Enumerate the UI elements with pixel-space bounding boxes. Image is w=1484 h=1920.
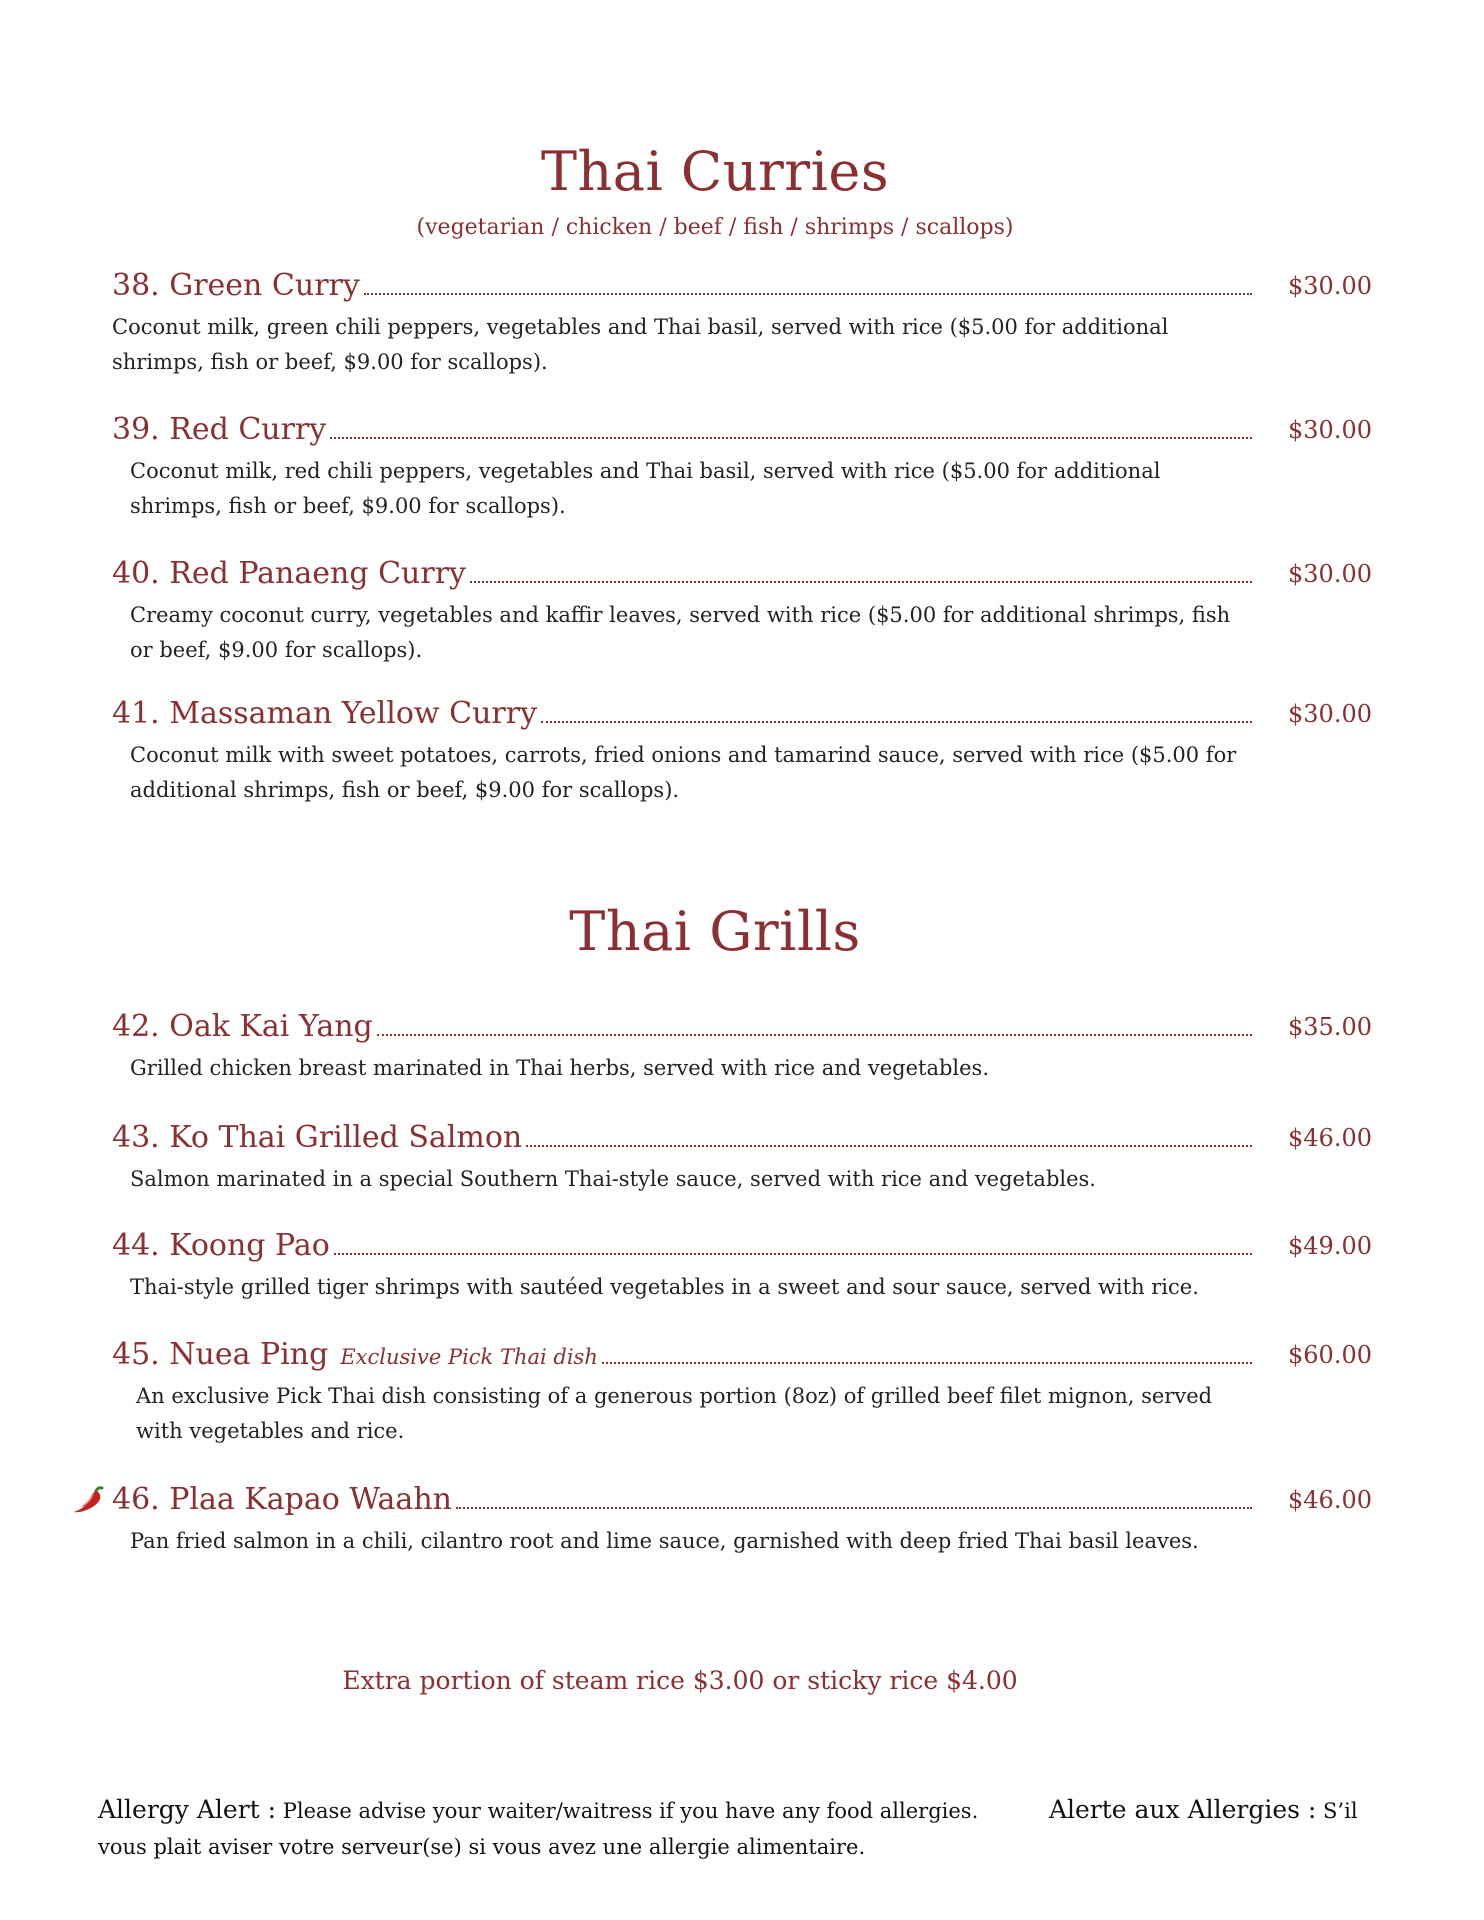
dot-leader (526, 1144, 1252, 1147)
allergy-label-fr: Alerte aux Allergies : (1048, 1795, 1317, 1824)
dot-leader (602, 1361, 1252, 1364)
extra-rice-note: Extra portion of steam rice $3.00 or sticky rice $4.00 (342, 1666, 1018, 1695)
item-name: 40. Red Panaeng Curry (112, 556, 466, 591)
item-price: $46.00 (1288, 1486, 1372, 1514)
item-price: $30.00 (1288, 560, 1372, 588)
menu-item (112, 1009, 1372, 1086)
dot-leader (541, 720, 1252, 723)
chili-pepper-icon (72, 1484, 106, 1516)
item-description: Salmon marinated in a special Southern Thai-style sauce, served with rice and vegetables. (130, 1167, 1096, 1191)
item-price: $60.00 (1288, 1341, 1372, 1369)
item-price: $49.00 (1288, 1232, 1372, 1260)
menu-item (112, 556, 1372, 668)
item-description: Pan fried salmon in a chili, cilantro root and lime sauce, garnished with deep fried Thai basil leaves. (130, 1529, 1199, 1553)
item-price: $46.00 (1288, 1124, 1372, 1152)
item-description: Creamy coconut curry, vegetables and kaffir leaves, served with rice ($5.00 for additional shrimps, fish or beef, $9.00 for scallops). (130, 603, 1231, 662)
item-description: Thai-style grilled tiger shrimps with sautéed vegetables in a sweet and sour sauce, served with rice. (130, 1275, 1199, 1299)
item-name: 44. Koong Pao (112, 1228, 330, 1263)
item-name: 43. Ko Thai Grilled Salmon (112, 1120, 523, 1155)
dot-leader (377, 1033, 1252, 1036)
menu-item (112, 1228, 1372, 1305)
allergy-notice (36, 1792, 1406, 1865)
grills-title: Thai Grills (569, 900, 861, 963)
item-name: 39. Red Curry (112, 412, 327, 447)
item-description: Grilled chicken breast marinated in Thai herbs, served with rice and vegetables. (130, 1056, 990, 1080)
dot-leader (456, 1506, 1252, 1509)
curries-subtitle: (vegetarian / chicken / beef / fish / shrimps / scallops) (416, 215, 1014, 240)
curries-title: Thai Curries (540, 140, 890, 203)
dot-leader (470, 580, 1252, 583)
item-price: $35.00 (1288, 1013, 1372, 1041)
allergy-text-en: Please advise your waiter/waitress if you have any food allergies. (282, 1799, 979, 1823)
dot-leader (364, 292, 1252, 295)
menu-item (112, 268, 1372, 380)
menu-item (112, 1120, 1372, 1197)
menu-item (112, 412, 1372, 524)
item-price: $30.00 (1288, 272, 1372, 300)
item-description: Coconut milk, red chili peppers, vegetables and Thai basil, served with rice ($5.00 for additional shrimps, fish or beef, $9.00 for scallops). (130, 459, 1161, 518)
item-name: 45. Nuea Ping (112, 1337, 329, 1372)
dot-leader (330, 436, 1252, 439)
menu-item (112, 1482, 1372, 1559)
allergy-text-fr: S’il vous plait aviser votre serveur(se) si vous avez une allergie alimentaire. (98, 1799, 1358, 1859)
item-name: 46. Plaa Kapao Waahn (112, 1482, 452, 1517)
exclusive-note: Exclusive Pick Thai dish (340, 1345, 598, 1369)
dot-leader (334, 1252, 1252, 1255)
item-description: Coconut milk with sweet potatoes, carrots, fried onions and tamarind sauce, served with rice ($5.00 for additional shrimps, fish or beef, $9.00 for scallops). (130, 743, 1237, 802)
item-name: 42. Oak Kai Yang (112, 1009, 373, 1044)
menu-item (112, 696, 1372, 808)
item-name: 41. Massaman Yellow Curry (112, 696, 538, 731)
item-description: An exclusive Pick Thai dish consisting of a generous portion (8oz) of grilled beef filet mignon, served with vegetables and rice. (136, 1384, 1213, 1443)
item-description: Coconut milk, green chili peppers, vegetables and Thai basil, served with rice ($5.00 for additional shrimps, fish or beef, $9.00 for scallops). (112, 315, 1169, 374)
menu-item (112, 1337, 1372, 1449)
item-price: $30.00 (1288, 416, 1372, 444)
item-price: $30.00 (1288, 700, 1372, 728)
allergy-label-en: Allergy Alert : (98, 1795, 277, 1824)
item-name: 38. Green Curry (112, 268, 360, 303)
